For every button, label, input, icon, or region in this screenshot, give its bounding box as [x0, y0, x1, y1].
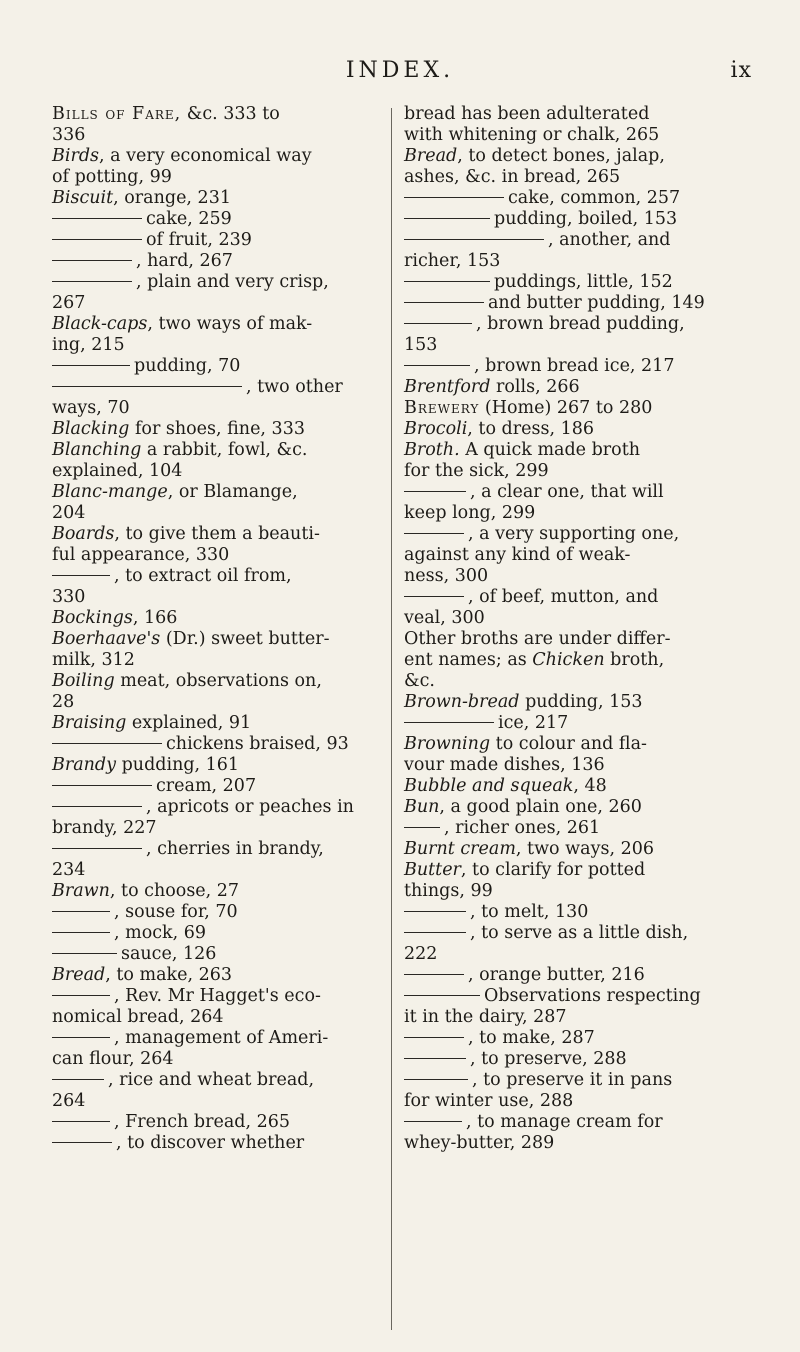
ditto-dash — [52, 1121, 110, 1122]
index-line — [404, 167, 756, 188]
index-entry-text: Blanching a rabbit, fowl, &c. — [52, 440, 308, 460]
index-entry-text: , mock, 69 — [114, 923, 207, 943]
index-entry-text: brandy, 227 — [52, 818, 157, 838]
index-line — [404, 587, 756, 608]
index-entry-text: 28 — [52, 692, 75, 712]
index-line — [52, 944, 402, 965]
index-entry-text: 336 — [52, 125, 86, 145]
index-line — [52, 293, 402, 314]
index-line — [404, 524, 756, 545]
index-entry-text: , to manage cream for — [466, 1112, 663, 1132]
index-line — [52, 419, 402, 440]
index-entry-text: can flour, 264 — [52, 1049, 174, 1069]
index-line — [52, 125, 402, 146]
index-line — [404, 188, 756, 209]
index-line — [404, 965, 756, 986]
index-entry-text: explained, 104 — [52, 461, 183, 481]
index-entry-text: nomical bread, 264 — [52, 1007, 224, 1027]
index-line — [404, 293, 756, 314]
index-entry-text: Boiling meat, observations on, — [52, 671, 322, 691]
index-line — [404, 335, 756, 356]
index-line — [52, 566, 402, 587]
ditto-dash — [52, 785, 152, 786]
index-entry-text: , orange butter, 216 — [468, 965, 645, 985]
index-line — [404, 1091, 756, 1112]
index-line — [404, 860, 756, 881]
index-entry-text: bread has been adulterated — [404, 104, 650, 124]
index-line — [52, 398, 402, 419]
index-line — [52, 692, 402, 713]
index-entry-text: Blanc-mange, or Blamange, — [52, 482, 298, 502]
index-entry-text: Bubble and squeak, 48 — [404, 776, 607, 796]
index-line — [404, 776, 756, 797]
index-entry-text: , to make, 287 — [468, 1028, 595, 1048]
index-line — [404, 440, 756, 461]
index-entry-text: Burnt cream, two ways, 206 — [404, 839, 654, 859]
ditto-dash — [404, 533, 464, 534]
index-line — [52, 1070, 402, 1091]
index-entry-text: Brentford rolls, 266 — [404, 377, 580, 397]
index-line — [404, 272, 756, 293]
ditto-dash — [404, 239, 544, 240]
ditto-dash — [52, 932, 110, 933]
index-line — [52, 1133, 402, 1154]
index-entry-text: Biscuit, orange, 231 — [52, 188, 231, 208]
page-header — [0, 58, 800, 88]
index-entry-text: Braising explained, 91 — [52, 713, 252, 733]
index-line — [52, 818, 402, 839]
index-line — [52, 965, 402, 986]
index-entry-text: ness, 300 — [404, 566, 489, 586]
index-line — [404, 713, 756, 734]
ditto-dash — [52, 281, 132, 282]
ditto-dash — [52, 239, 142, 240]
index-entry-text: Observations respecting — [484, 986, 701, 1006]
index-line — [52, 167, 402, 188]
index-entry-text: chickens braised, 93 — [166, 734, 349, 754]
index-entry-text: Bills of Fare, &c. 333 to — [52, 104, 280, 124]
index-entry-text: ent names; as Chicken broth, — [404, 650, 665, 670]
ditto-dash — [52, 575, 110, 576]
index-line — [52, 839, 402, 860]
index-entry-text: , management of Ameri- — [114, 1028, 329, 1048]
index-entry-text: Black-caps, two ways of mak- — [52, 314, 313, 334]
page-number: ix — [730, 58, 752, 83]
ditto-dash — [52, 218, 142, 219]
index-entry-text: , two other — [246, 377, 343, 397]
index-line — [404, 251, 756, 272]
index-line — [404, 125, 756, 146]
index-line — [404, 650, 756, 671]
index-entry-text: , richer ones, 261 — [444, 818, 601, 838]
index-line — [404, 377, 756, 398]
index-entry-text: and butter pudding, 149 — [488, 293, 705, 313]
index-line — [52, 545, 402, 566]
index-entry-text: cake, 259 — [146, 209, 232, 229]
ditto-dash — [52, 1037, 110, 1038]
index-entry-text: 267 — [52, 293, 86, 313]
index-line — [52, 902, 402, 923]
index-line — [52, 104, 402, 125]
index-entry-text: of fruit, 239 — [146, 230, 252, 250]
index-entry-text: it in the dairy, 287 — [404, 1007, 567, 1027]
ditto-dash — [52, 995, 110, 996]
index-entry-text: ashes, &c. in bread, 265 — [404, 167, 621, 187]
index-entry-text: things, 99 — [404, 881, 493, 901]
index-line — [52, 188, 402, 209]
index-entry-text: , brown bread pudding, — [476, 314, 685, 334]
index-entry-text: , to preserve it in pans — [472, 1070, 673, 1090]
index-line — [52, 461, 402, 482]
ditto-dash — [404, 218, 490, 219]
index-line — [52, 1007, 402, 1028]
index-entry-text: , brown bread ice, 217 — [474, 356, 675, 376]
ditto-dash — [52, 1079, 104, 1080]
index-line — [404, 1070, 756, 1091]
index-entry-text: Brandy pudding, 161 — [52, 755, 240, 775]
index-entry-text: , French bread, 265 — [114, 1112, 290, 1132]
ditto-dash — [404, 323, 472, 324]
ditto-dash — [52, 1142, 112, 1143]
right-column — [404, 104, 756, 1154]
index-entry-text: puddings, little, 152 — [494, 272, 673, 292]
index-line — [52, 587, 402, 608]
index-entry-text: 222 — [404, 944, 438, 964]
index-entry-text: , to serve as a little dish, — [470, 923, 689, 943]
ditto-dash — [404, 911, 466, 912]
index-line — [404, 566, 756, 587]
index-line — [52, 608, 402, 629]
index-line — [52, 503, 402, 524]
index-line — [52, 1112, 402, 1133]
index-line — [404, 734, 756, 755]
index-line — [404, 902, 756, 923]
ditto-dash — [404, 722, 494, 723]
index-line — [404, 1049, 756, 1070]
index-entry-text: with whitening or chalk, 265 — [404, 125, 660, 145]
index-entry-text: , to extract oil from, — [114, 566, 292, 586]
index-line — [404, 503, 756, 524]
index-entry-text: , apricots or peaches in — [146, 797, 354, 817]
index-entry-text: pudding, 70 — [134, 356, 241, 376]
index-line — [52, 230, 402, 251]
index-entry-text: , to melt, 130 — [470, 902, 589, 922]
index-line — [404, 398, 756, 419]
index-line — [52, 650, 402, 671]
index-entry-text: , plain and very crisp, — [136, 272, 329, 292]
ditto-dash — [52, 806, 142, 807]
index-entry-text: , souse for, 70 — [114, 902, 238, 922]
ditto-dash — [404, 596, 464, 597]
index-line — [404, 986, 756, 1007]
ditto-dash — [52, 386, 242, 387]
index-line — [404, 1007, 756, 1028]
index-entry-text: Brawn, to choose, 27 — [52, 881, 240, 901]
index-line — [52, 356, 402, 377]
index-line — [52, 209, 402, 230]
index-entry-text: milk, 312 — [52, 650, 135, 670]
ditto-dash — [404, 1058, 466, 1059]
index-entry-text: , hard, 267 — [136, 251, 233, 271]
index-line — [404, 1133, 756, 1154]
index-line — [52, 272, 402, 293]
index-entry-text: 234 — [52, 860, 86, 880]
index-entry-text: , cherries in brandy, — [146, 839, 324, 859]
index-entry-text: , rice and wheat bread, — [108, 1070, 315, 1090]
index-line — [404, 923, 756, 944]
index-entry-text: richer, 153 — [404, 251, 501, 271]
index-line — [52, 986, 402, 1007]
ditto-dash — [404, 365, 470, 366]
index-line — [52, 314, 402, 335]
ditto-dash — [52, 743, 162, 744]
index-entry-text: ice, 217 — [498, 713, 569, 733]
index-line — [404, 839, 756, 860]
index-entry-text: against any kind of weak- — [404, 545, 631, 565]
index-entry-text: &c. — [404, 671, 435, 691]
index-line — [52, 923, 402, 944]
index-line — [404, 671, 756, 692]
index-line — [52, 671, 402, 692]
index-line — [52, 524, 402, 545]
index-line — [52, 734, 402, 755]
ditto-dash — [404, 1079, 468, 1080]
index-entry-text: Other broths are under differ- — [404, 629, 671, 649]
index-line — [52, 377, 402, 398]
index-line — [404, 356, 756, 377]
index-entry-text: veal, 300 — [404, 608, 485, 628]
ditto-dash — [52, 953, 117, 954]
index-line — [52, 629, 402, 650]
ditto-dash — [404, 995, 480, 996]
index-line — [404, 818, 756, 839]
index-entry-text: Bread, to make, 263 — [52, 965, 232, 985]
index-line — [52, 1028, 402, 1049]
ditto-dash — [404, 827, 440, 828]
index-entry-text: Bread, to detect bones, jalap, — [404, 146, 665, 166]
index-line — [52, 146, 402, 167]
index-line — [52, 797, 402, 818]
index-entry-text: Brewery (Home) 267 to 280 — [404, 398, 653, 418]
index-line — [404, 1028, 756, 1049]
index-line — [404, 1112, 756, 1133]
index-line — [52, 713, 402, 734]
index-line — [404, 230, 756, 251]
index-entry-text: Butter, to clarify for potted — [404, 860, 646, 880]
index-line — [404, 944, 756, 965]
index-entry-text: ful appearance, 330 — [52, 545, 230, 565]
index-entry-text: of potting, 99 — [52, 167, 172, 187]
index-entry-text: 204 — [52, 503, 86, 523]
ditto-dash — [52, 365, 130, 366]
index-line — [404, 692, 756, 713]
index-entry-text: cream, 207 — [156, 776, 257, 796]
ditto-dash — [52, 848, 142, 849]
ditto-dash — [404, 974, 464, 975]
index-entry-text: Boerhaave's (Dr.) sweet butter- — [52, 629, 330, 649]
index-entry-text: , of beef, mutton, and — [468, 587, 659, 607]
index-entry-text: , a clear one, that will — [470, 482, 664, 502]
index-line — [52, 335, 402, 356]
index-entry-text: whey-butter, 289 — [404, 1133, 555, 1153]
index-line — [404, 545, 756, 566]
index-entry-text: , Rev. Mr Hagget's eco- — [114, 986, 321, 1006]
index-line — [52, 1049, 402, 1070]
index-entry-text: Bockings, 166 — [52, 608, 178, 628]
index-line — [404, 419, 756, 440]
index-entry-text: sauce, 126 — [121, 944, 217, 964]
index-entry-text: ing, 215 — [52, 335, 125, 355]
index-entry-text: vour made dishes, 136 — [404, 755, 605, 775]
index-line — [404, 755, 756, 776]
index-entry-text: 330 — [52, 587, 86, 607]
index-entry-text: Bun, a good plain one, 260 — [404, 797, 642, 817]
index-line — [404, 209, 756, 230]
index-line — [404, 608, 756, 629]
ditto-dash — [404, 197, 504, 198]
index-line — [404, 482, 756, 503]
index-entry-text: Blacking for shoes, fine, 333 — [52, 419, 305, 439]
index-entry-text: , to discover whether — [116, 1133, 305, 1153]
index-entry-text: Brown-bread pudding, 153 — [404, 692, 643, 712]
index-entry-text: for winter use, 288 — [404, 1091, 574, 1111]
index-entry-text: Browning to colour and fla- — [404, 734, 647, 754]
index-entry-text: , a very supporting one, — [468, 524, 680, 544]
index-line — [52, 881, 402, 902]
index-line — [52, 776, 402, 797]
index-line — [404, 104, 756, 125]
index-entry-text: Birds, a very economical way — [52, 146, 312, 166]
index-entry-text: keep long, 299 — [404, 503, 536, 523]
index-line — [404, 146, 756, 167]
index-line — [52, 860, 402, 881]
index-line — [52, 251, 402, 272]
ditto-dash — [52, 911, 110, 912]
index-line — [404, 797, 756, 818]
index-entry-text: Broth. A quick made broth — [404, 440, 640, 460]
ditto-dash — [404, 1121, 462, 1122]
ditto-dash — [404, 1037, 464, 1038]
index-entry-text: 153 — [404, 335, 438, 355]
index-line — [52, 440, 402, 461]
index-entry-text: , to preserve, 288 — [470, 1049, 627, 1069]
index-line — [52, 755, 402, 776]
index-line — [404, 629, 756, 650]
index-line — [404, 314, 756, 335]
ditto-dash — [404, 302, 484, 303]
index-entry-text: pudding, boiled, 153 — [494, 209, 678, 229]
index-entry-text: Boards, to give them a beauti- — [52, 524, 320, 544]
index-entry-text: Brocoli, to dress, 186 — [404, 419, 594, 439]
index-entry-text: ways, 70 — [52, 398, 130, 418]
index-entry-text: for the sick, 299 — [404, 461, 549, 481]
index-entry-text: 264 — [52, 1091, 86, 1111]
page-title: INDEX. — [345, 58, 455, 83]
left-column — [52, 104, 402, 1154]
index-line — [404, 881, 756, 902]
index-line — [52, 482, 402, 503]
ditto-dash — [52, 260, 132, 261]
ditto-dash — [404, 491, 466, 492]
ditto-dash — [404, 281, 490, 282]
ditto-dash — [404, 932, 466, 933]
index-entry-text: cake, common, 257 — [508, 188, 681, 208]
index-entry-text: , another, and — [548, 230, 671, 250]
index-line — [404, 461, 756, 482]
index-line — [52, 1091, 402, 1112]
